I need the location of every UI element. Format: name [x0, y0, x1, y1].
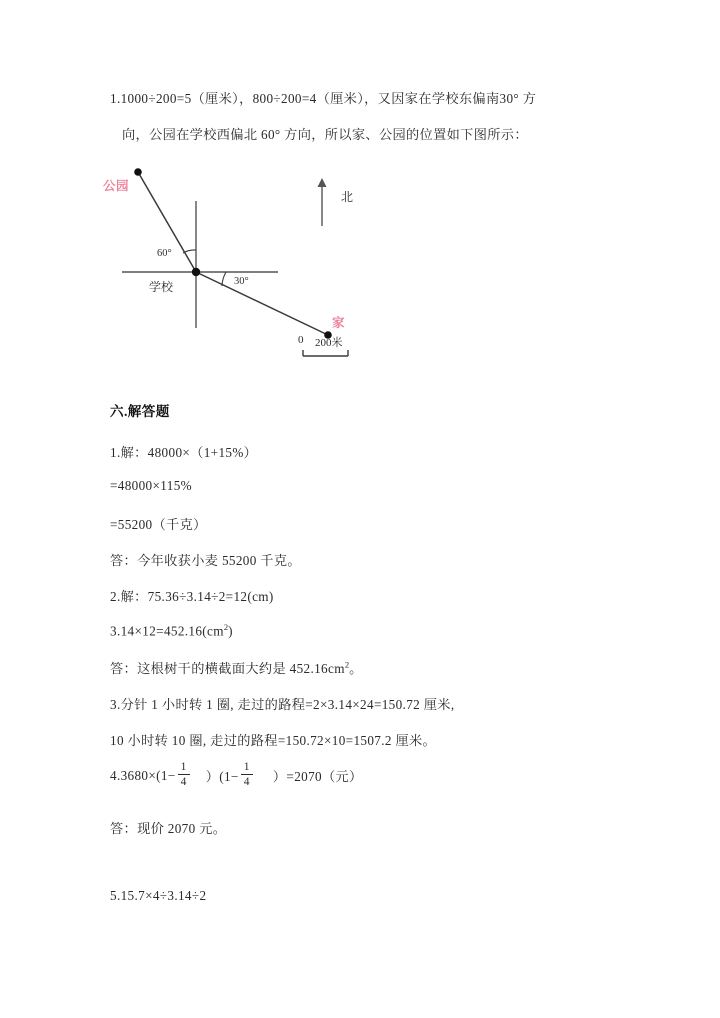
fraction-two-numerator: 1	[243, 761, 250, 773]
answer-line-7	[110, 658, 363, 677]
solution-1-line-1: 1.1000÷200=5（厘米），800÷200=4（厘米），又因家在学校东偏南30° 方	[110, 91, 537, 106]
answer-line-6	[110, 622, 233, 639]
answer-line-8: 3.分针 1 小时转 1 圈, 走过的路程=2×3.14×24=150.72 厘米,	[110, 697, 455, 712]
fraction-line-row	[110, 762, 363, 789]
angle-arc-30	[222, 272, 226, 286]
angle-30-label: 30°	[234, 276, 249, 287]
fraction-two-bar	[241, 774, 253, 775]
north-label: 北	[341, 190, 354, 204]
answer-line-10: 答：现价 2070 元。	[110, 821, 227, 836]
scale-zero-label: 0	[298, 334, 304, 346]
answer-line-7-tail: 。	[349, 661, 363, 676]
answer-line-7-superscript: 2	[344, 659, 350, 670]
answer-line-9: 10 小时转 10 圈, 走过的路程=150.72×10=1507.2 厘米。	[110, 733, 437, 748]
angle-60-label: 60°	[157, 248, 172, 259]
fraction-one-denominator: 4	[180, 776, 187, 789]
direction-diagram-svg	[110, 150, 510, 380]
answer-line-11: 5.15.7×4÷3.14÷2	[110, 888, 207, 903]
home-label: 家	[332, 316, 346, 330]
fraction-two-denominator: 4	[243, 776, 250, 789]
section-six-heading: 六.解答题	[110, 404, 170, 419]
scale-value-label: 200米	[315, 337, 343, 349]
answer-line-5: 2.解：75.36÷3.14÷2=12(cm)	[110, 589, 274, 604]
answer-line-7-text: 答：这根树干的横截面大约是 452.16cm	[110, 661, 345, 676]
angle-arc-60	[183, 250, 196, 253]
school-point	[192, 268, 200, 276]
fraction-one-bar	[178, 774, 190, 775]
fraction-two	[241, 761, 253, 788]
fraction-line-middle: ）(1−	[205, 769, 239, 785]
school-label: 学校	[149, 280, 174, 294]
fraction-line-prefix: 4.3680×(1−	[110, 767, 176, 783]
answer-line-2: =48000×115%	[110, 478, 192, 493]
fraction-one	[178, 761, 190, 788]
park-label: 公园	[103, 179, 130, 193]
ray-to-home	[196, 272, 328, 335]
answer-line-6-text: 3.14×12=452.16(cm	[110, 623, 224, 639]
fraction-one-numerator: 1	[180, 761, 187, 773]
park-point	[134, 168, 142, 176]
fraction-line-suffix: ）=2070（元）	[272, 769, 363, 785]
answer-line-6-superscript: 2	[223, 622, 229, 632]
direction-diagram	[103, 150, 510, 380]
answer-line-1: 1.解：48000×（1+15%）	[110, 445, 258, 460]
solution-1-line-2: 向，公园在学校西偏北 60° 方向，所以家、公园的位置如下图所示：	[122, 127, 528, 142]
north-arrow-head	[318, 178, 327, 187]
answer-line-fraction	[110, 762, 363, 789]
answer-line-6-tail: )	[228, 623, 233, 639]
answer-line-3: =55200（千克）	[110, 517, 207, 532]
answer-line-4: 答：今年收获小麦 55200 千克。	[110, 553, 301, 568]
